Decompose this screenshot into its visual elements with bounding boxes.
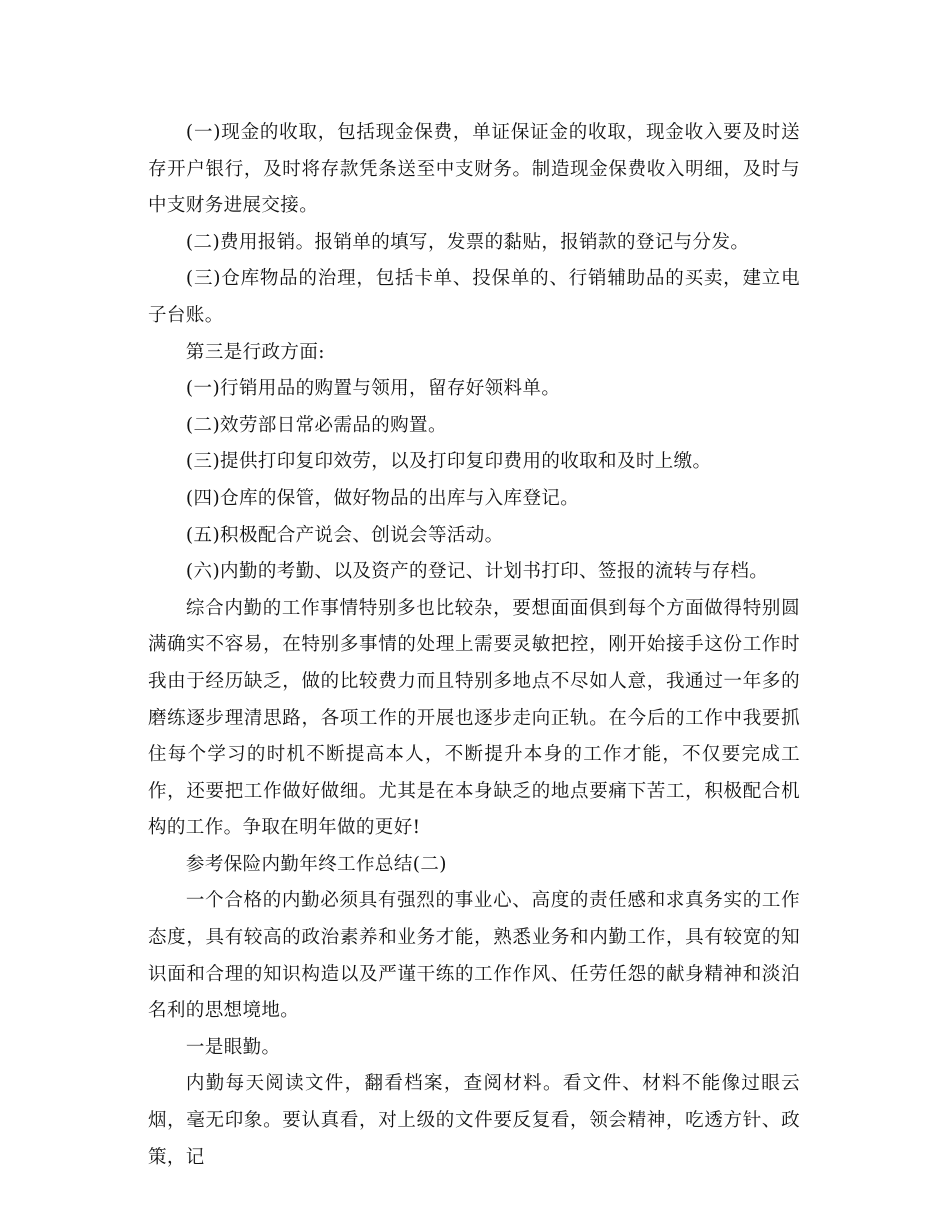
- paragraph-qualified-staff: 一个合格的内勤必须具有强烈的事业心、高度的责任感和求真务实的工作态度，具有较高的政治素养和业务才能，熟悉业务和内勤工作，具有较宽的知识面和合理的知识构造以及严谨干练的工作作风、任劳任怨的献身精神和淡泊名利的思想境地。: [148, 890, 800, 1022]
- paragraph-admin-item-5: (五)积极配合产说会、创说会等活动。: [185, 524, 504, 546]
- paragraph-admin-item-1: (一)行销用品的购置与领用，留存好领料单。: [185, 378, 561, 400]
- paragraph-reading-documents: 内勤每天阅读文件，翻看档案，查阅材料。看文件、材料不能像过眼云烟，毫无印象。要认真看，对上级的文件要反复看，领会精神，吃透方针、政策，记: [148, 1073, 800, 1168]
- paragraph-admin-item-4: (四)仓库的保管，做好物品的出库与入库登记。: [185, 487, 580, 509]
- paragraph-admin-item-6: (六)内勤的考勤、以及资产的登记、计划书打印、签报的流转与存档。: [185, 561, 769, 583]
- paragraph-summary: 综合内勤的工作事情特别多也比较杂，要想面面俱到每个方面做得特别圆满确实不容易，在特别多事情的处理上需要灵敏把控，刚开始接手这份工作时我由于经历缺乏，做的比较费力而且特别多地点不尽如人意，我通过一年多的磨练逐步理清思路，各项工作的开展也逐步走向正轨。在今后的工作中我要抓住每个学习的时机不断提高本人，不断提升本身的工作才能，不仅要完成工作，还要把工作做好做细。尤其是在本身缺乏的地点要痛下苦工，积极配合机构的工作。争取在明年做的更好!: [148, 597, 800, 839]
- document-body: [148, 115, 800, 1176]
- paragraph-warehouse-management: (三)仓库物品的治理，包括卡单、投保单的、行销辅助品的买卖，建立电子台账。: [148, 268, 800, 326]
- paragraph-expense-reimbursement: (二)费用报销。报销单的填写，发票的黏贴，报销款的登记与分发。: [185, 231, 750, 253]
- paragraph-admin-item-3: (三)提供打印复印效劳，以及打印复印费用的收取和及时上缴。: [185, 451, 712, 473]
- paragraph-admin-item-2: (二)效劳部日常必需品的购置。: [185, 414, 447, 436]
- subheading-eye-diligence: 一是眼勤。: [185, 1036, 281, 1058]
- section-heading-administration: 第三是行政方面:: [185, 341, 325, 363]
- section-title-summary-two: 参考保险内勤年终工作总结(二): [185, 853, 447, 875]
- paragraph-cash-collection: (一)现金的收取，包括现金保费，单证保证金的收取，现金收入要及时送存开户银行，及时将存款凭条送至中支财务。制造现金保费收入明细，及时与中支财务进展交接。: [148, 122, 800, 217]
